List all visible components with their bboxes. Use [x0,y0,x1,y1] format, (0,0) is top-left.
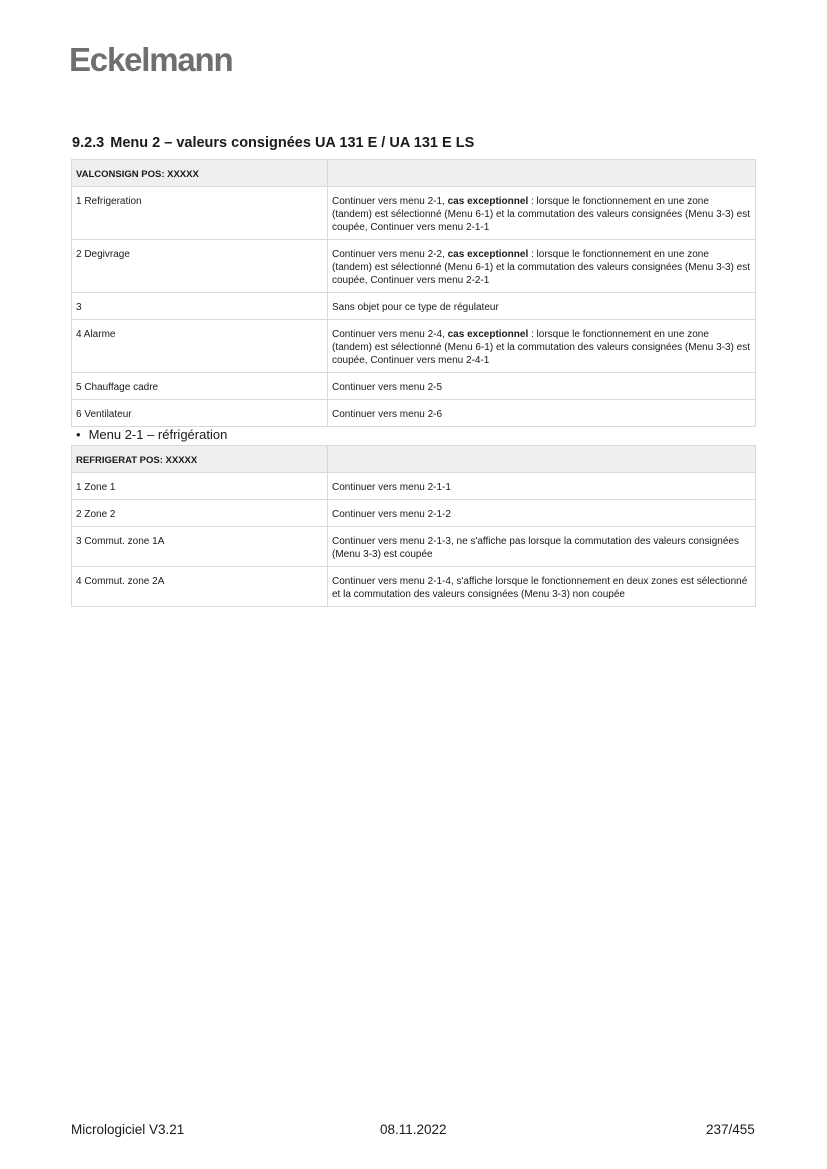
row-description: Continuer vers menu 2-1-3, ne s'affiche pas lorsque la commutation des valeurs consignées (Menu 3-3) est coupée [328,527,756,567]
table-header-row [72,446,756,473]
row-label: 3 Commut. zone 1A [72,527,328,567]
section-number: 9.2.3 [72,135,105,151]
desc-bold: cas exceptionnel [447,329,529,340]
row-description: Continuer vers menu 2-1-2 [328,500,756,527]
table-row [72,400,756,427]
desc-bold: cas exceptionnel [447,196,529,207]
row-label: 5 Chauffage cadre [72,373,328,400]
table-row [72,373,756,400]
footer-page-number: 237/455 [706,1122,755,1137]
table-row [72,473,756,500]
desc-text: Continuer vers menu 2-6 [332,409,443,420]
row-description [328,373,756,400]
table-row [72,500,756,527]
table-row [72,527,756,567]
row-description [328,400,756,427]
desc-text: : lorsque le fonctionnement en une zone (tandem) est sélectionné (Menu 6-1) et la commutation des valeurs consignées (Menu 3-3) est coupée, Continuer vers menu 2-4-1 [332,329,750,366]
bullet-text: Menu 2-1 – réfrigération [88,427,228,442]
desc-text: Continuer vers menu 2-1, [332,196,448,207]
refrigerat-table [71,445,756,607]
table-row [72,293,756,320]
row-label: 1 Zone 1 [72,473,328,500]
table-row [72,567,756,607]
table-row [72,187,756,240]
row-description: Continuer vers menu 2-1-1 [328,473,756,500]
row-label: 1 Refrigeration [72,187,328,240]
row-label: 2 Degivrage [72,240,328,293]
row-description: Continuer vers menu 2-1-4, s'affiche lorsque le fonctionnement en deux zones est sélectionné et la commutation des valeurs consignées (Menu 3-3) non coupée [328,567,756,607]
eckelmann-logo: Eckelmann [69,41,233,78]
row-label: 4 Alarme [72,320,328,373]
row-label: 6 Ventilateur [72,400,328,427]
row-description [328,293,756,320]
desc-text: : lorsque le fonctionnement en une zone (tandem) est sélectionné (Menu 6-1) et la commutation des valeurs consignées (Menu 3-3) est coupée, Continuer vers menu 2-1-1 [332,196,750,233]
table-row [72,240,756,293]
row-label: 3 [72,293,328,320]
bullet-symbol: • [76,427,81,442]
desc-bold: cas exceptionnel [447,249,529,260]
row-description [328,320,756,373]
section-title-text: Menu 2 – valeurs consignées UA 131 E / UA 131 E LS [110,135,475,151]
row-description [328,240,756,293]
footer-firmware-version: Micrologiciel V3.21 [71,1122,185,1137]
valconsign-table [71,159,756,427]
table-header-left: VALCONSIGN POS: XXXXX [72,160,328,187]
desc-text: Sans objet pour ce type de régulateur [332,302,499,313]
desc-text: Continuer vers menu 2-5 [332,382,443,393]
row-label: 2 Zone 2 [72,500,328,527]
submenu-bullet [76,427,227,443]
desc-text: : lorsque le fonctionnement en une zone (tandem) est sélectionné (Menu 6-1) et la commutation des valeurs consignées (Menu 3-3) est coupée, Continuer vers menu 2-2-1 [332,249,750,286]
table-header-left: REFRIGERAT POS: XXXXX [72,446,328,473]
desc-text: Continuer vers menu 2-2, [332,249,448,260]
table-header-right [328,446,756,473]
row-description [328,187,756,240]
row-label: 4 Commut. zone 2A [72,567,328,607]
footer-date: 08.11.2022 [380,1122,447,1137]
desc-text: Continuer vers menu 2-4, [332,329,448,340]
section-title [72,134,474,152]
table-row [72,320,756,373]
table-header-right [328,160,756,187]
table-header-row [72,160,756,187]
